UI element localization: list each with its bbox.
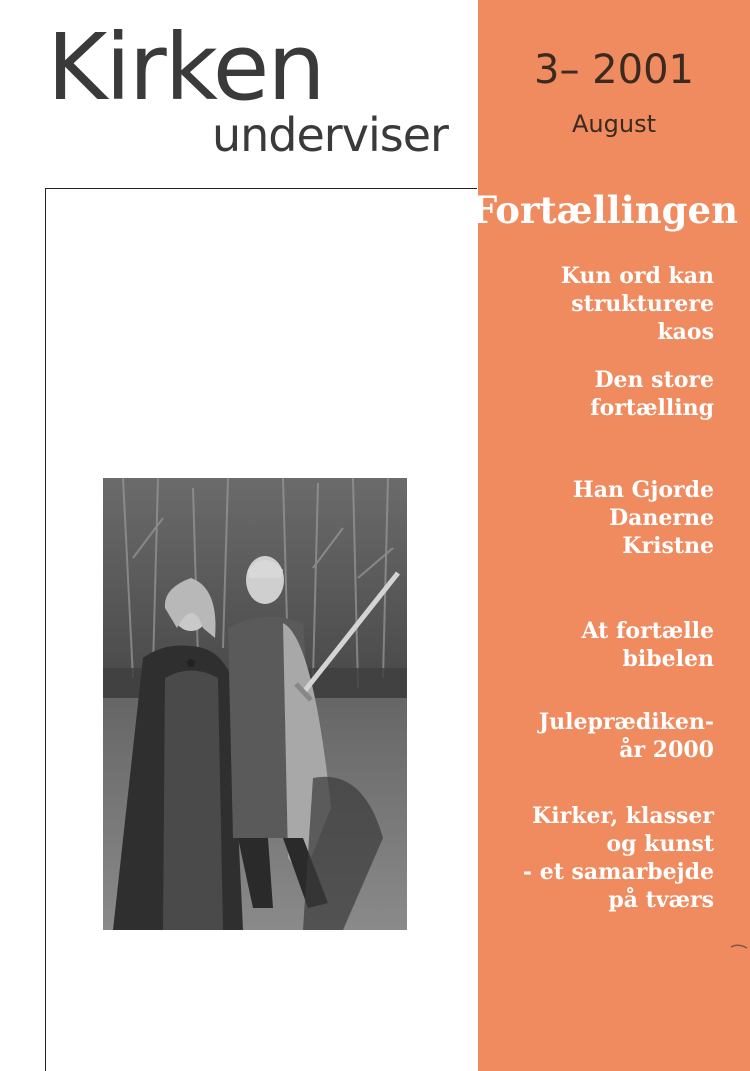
article-headline xyxy=(482,617,714,673)
cover-photo xyxy=(103,478,407,930)
article-line: år 2000 xyxy=(619,737,714,763)
article-headline xyxy=(482,366,714,422)
cover-photo-image xyxy=(103,478,407,930)
article-line: Danerne xyxy=(609,505,714,531)
article-headline xyxy=(482,262,714,346)
article-line: kaos xyxy=(657,319,714,345)
article-line: på tværs xyxy=(608,887,714,913)
article-headline xyxy=(482,802,714,914)
article-line: bibelen xyxy=(622,646,714,672)
article-line: At fortælle xyxy=(581,618,714,644)
article-line: strukturere xyxy=(571,291,714,317)
article-line: Han Gjorde xyxy=(572,477,714,503)
article-line: Den store xyxy=(594,367,714,393)
article-headline xyxy=(482,708,714,764)
article-line: Kun ord kan xyxy=(560,263,714,289)
issue-theme: Fortællingen xyxy=(471,188,738,232)
article-line: fortælling xyxy=(590,395,714,421)
article-line: og kunst xyxy=(606,831,714,857)
article-line: Kristne xyxy=(622,533,714,559)
article-headline xyxy=(482,476,714,560)
article-line: - et samarbejde xyxy=(522,859,714,885)
issue-month: August xyxy=(572,110,656,138)
masthead-title: Kirken xyxy=(47,14,324,121)
article-line: Kirker, klasser xyxy=(532,803,714,829)
masthead-subtitle: underviser xyxy=(212,108,448,162)
cover-panel xyxy=(471,0,750,1071)
article-line: Juleprædiken- xyxy=(538,709,714,735)
scan-mark-icon xyxy=(730,942,748,952)
issue-number: 3– 2001 xyxy=(534,47,694,93)
